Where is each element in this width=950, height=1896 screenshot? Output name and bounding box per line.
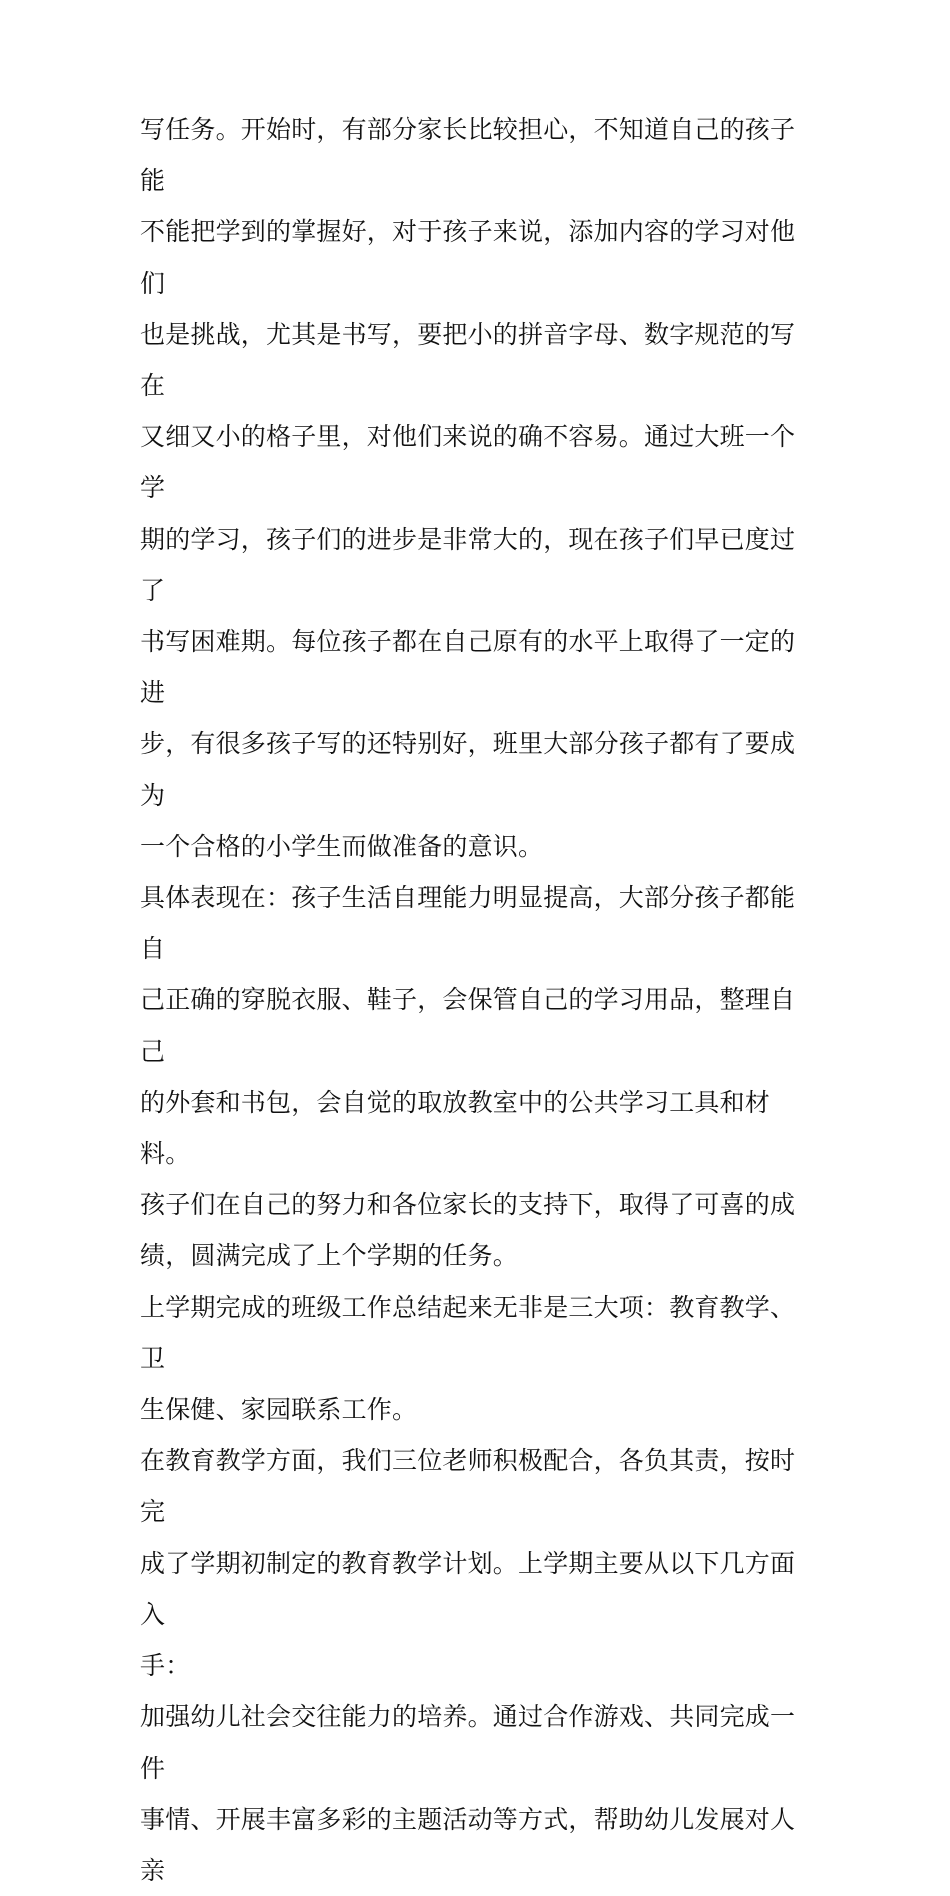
paragraph-social-skills: 加强幼儿社会交往能力的培养。通过合作游戏、共同完成一件 事情、开展丰富多彩的主题活动等方式，帮助幼儿发展对人亲 xyxy=(140,1702,796,1885)
document-body xyxy=(140,104,815,1896)
paragraph-teaching: 在教育教学方面，我们三位老师积极配合，各负其责，按时完 成了学期初制定的教育教学计划。上学期主要从以下几方面入 手： xyxy=(140,1446,796,1681)
paragraph-achievement: 孩子们在自己的努力和各位家长的支持下，取得了可喜的成 绩，圆满完成了上个学期的任务。 xyxy=(140,1190,796,1271)
paragraph-self-care: 具体表现在：孩子生活自理能力明显提高，大部分孩子都能自 己正确的穿脱衣服、鞋子，会保管自己的学习用品，整理自己 的外套和书包，会自觉的取放教室中的公共学习工具和材料。 xyxy=(140,883,796,1169)
paragraph-work-summary: 上学期完成的班级工作总结起来无非是三大项：教育教学、卫 生保健、家园联系工作。 xyxy=(140,1292,796,1425)
paragraph-writing-progress: 写任务。开始时，有部分家长比较担心，不知道自己的孩子能 不能把学到的掌握好，对于孩子来说，添加内容的学习对他们 也是挑战，尤其是书写，要把小的拼音字母、数字规范的写在 又细又小的格子里，对他们来说的确不容易。通过大班一个学 期的学习，孩子们的进步是非常大的，现在孩子们早已度过了 书写困难期。每位孩子都在自己原有的水平上取得了一定的进 步，有很多孩子写的还特别好，班里大部分孩子都有了要成为 一个合格的小学生而做准备的意识。 xyxy=(140,115,796,861)
